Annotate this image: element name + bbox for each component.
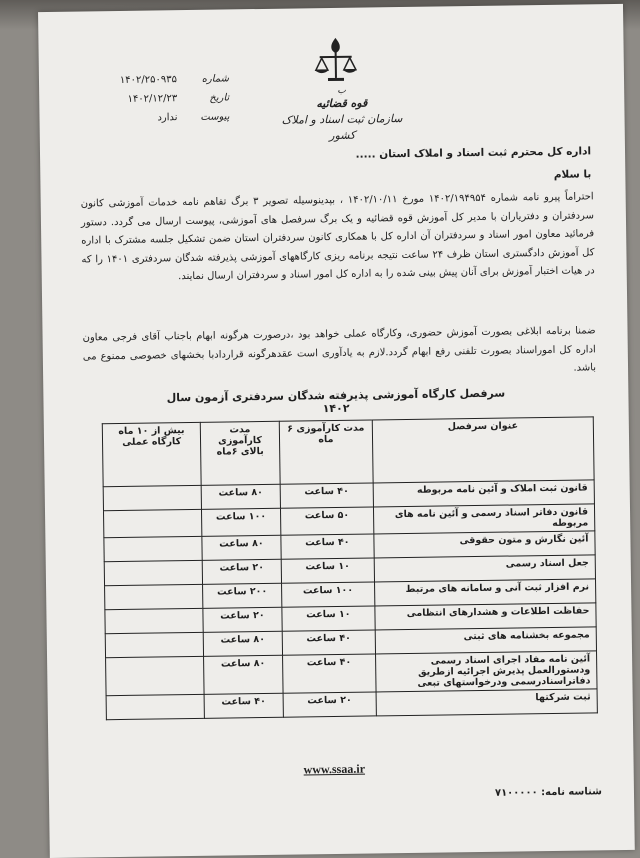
letter-paragraph-1: احتراماً پیرو نامه شماره ۱۴۰۲/۱۹۴۹۵۴ مورخ ۱۴۰۲/۱۰/۱۱ ، بپدینوسیله تصویر ۳ برگ تفاهم نامه خدمات آموزشی کانون سردفتران و دفتریاران با مدیر کل آموزش قوه قضائیه و یک برگ سرفصل های آموزشی، پیوست ارسال می گردد. دستور فرمائید معاون امور اسناد و سردفتران آن اداره کل با همکاری کانون سردفتران استان ضمن تشکیل جلسه مشترک با اداره کل آموزش دادگستری استان ظرف ۲۴ ساعت نتیجه برنامه ریزی کارگاههای آموزشی پذیرفته شدگان سردفتری ۱۴۰۱ را که در هیات اختبار آموزش برای آنان پیش بینی شده را به اداره کل امور اسناد و سردفتران ارسال نمایند. [80,191,595,283]
row-ten-month-workshop [103,485,202,510]
row-ten-month-workshop [106,694,205,719]
table-body [103,480,597,720]
letterhead-small-line: ب [337,85,346,96]
row-six-month-hours: ۴۰ ساعت [282,654,376,693]
row-over-six-month-hours: ۴۰ ساعت [204,693,283,718]
curriculum-table [102,416,598,720]
row-over-six-month-hours: ۱۰۰ ساعت [202,508,281,536]
date-label: تاریخ [209,92,230,104]
letter-paragraph-2: ضمنا برنامه ابلاغی بصورت آموزش حضوری، وکارگاه عملی خواهد بود ،درصورت هرگونه ابهام باجناب آقای فرجی معاون اداره کل اموراسناد بصورت تلفنی رفع ابهام گردد.لازم به یادآوری است عقدهرگونه قراردادبا بخشهای خصوصی ممنوع می باشد. [82,325,597,374]
number-value: ۱۴۰۲/۲۵۰۹۳۵ [119,74,178,86]
row-over-six-month-hours: ۸۰ ساعت [201,484,280,509]
row-ten-month-workshop [104,536,203,561]
row-topic: ثبت شرکتها [376,689,597,716]
row-six-month-hours: ۴۰ ساعت [282,630,376,655]
row-ten-month-workshop [105,632,204,657]
row-topic: جعل اسناد رسمی [374,555,595,582]
letter-id [495,786,602,798]
row-over-six-month-hours: ۲۰۰ ساعت [203,583,282,608]
row-topic: قانون ثبت املاک و آئین نامه مربوطه [373,480,594,507]
row-six-month-hours: ۴۰ ساعت [281,534,375,559]
table-header-row [102,417,594,487]
row-ten-month-workshop [106,656,205,695]
row-over-six-month-hours: ۲۰ ساعت [203,607,282,632]
row-topic: آئین نامه مفاد اجرای اسناد رسمی ودستورالعمل پذیرش اجرائیه ازطریق دفاتراسنادرسمی ودرخواستهای تبعی [376,651,597,692]
row-topic: مجموعه بخشنامه های ثبتی [375,627,596,654]
row-ten-month-workshop [105,608,204,633]
row-ten-month-workshop [103,509,202,537]
letter-id-label: شناسه نامه: [541,786,603,799]
row-six-month-hours: ۱۰۰ ساعت [281,582,375,607]
header-six-month: مدت کارآموزی ۶ ماه [279,420,373,484]
judiciary-line: قوه قضائیه [316,96,368,111]
row-topic: آئین نگارش و متون حقوقی [374,531,595,558]
row-topic: نرم افزار ثبت آنی و سامانه های مرتبط [375,579,596,606]
row-six-month-hours: ۱۰ ساعت [281,558,375,583]
header-over-six-month: مدت کارآموزی بالای ۶ماه [200,421,279,485]
header-topic: عنوان سرفصل [372,417,594,483]
row-six-month-hours: ۱۰ ساعت [282,606,376,631]
row-over-six-month-hours: ۲۰ ساعت [202,559,281,584]
letter-meta [79,69,230,128]
row-topic: قانون دفاتر اسناد رسمی و آئین نامه های مربوطه [374,504,595,534]
letter-id-value: ۷۱۰۰۰۰۰ [494,787,538,799]
row-ten-month-workshop [105,584,204,609]
iran-emblem-scales-icon [308,34,363,89]
organization-name [269,85,415,145]
number-label: شماره [201,73,230,85]
header-ten-month-workshop: بیش از ۱۰ ماه کارگاه عملی [102,422,201,486]
row-six-month-hours: ۲۰ ساعت [283,692,377,717]
table-title: سرفصل کارگاه آموزشی پذیرفته شدگان سردفتری آزمون سال ۱۴۰۲ [166,386,506,416]
row-ten-month-workshop [104,560,203,585]
attachment-value: ندارد [157,112,178,124]
row-over-six-month-hours: ۸۰ ساعت [203,631,282,656]
row-over-six-month-hours: ۸۰ ساعت [202,535,281,560]
attachment-label: پیوست [200,111,230,123]
website-link[interactable]: www.ssaa.ir [303,761,366,777]
row-topic: حفاظت اطلاعات و هشدارهای انتظامی [375,603,596,630]
row-six-month-hours: ۵۰ ساعت [280,507,374,535]
row-six-month-hours: ۴۰ ساعت [280,483,374,508]
date-value: ۱۴۰۲/۱۲/۲۳ [127,93,178,105]
row-over-six-month-hours: ۸۰ ساعت [204,655,283,694]
registration-org-line: سازمان ثبت اسناد و املاک کشور [281,112,403,143]
addressee: اداره کل محترم ثبت اسناد و املاک استان ..... [355,145,592,161]
letter-page [38,4,635,858]
greeting: با سلام [553,168,592,181]
